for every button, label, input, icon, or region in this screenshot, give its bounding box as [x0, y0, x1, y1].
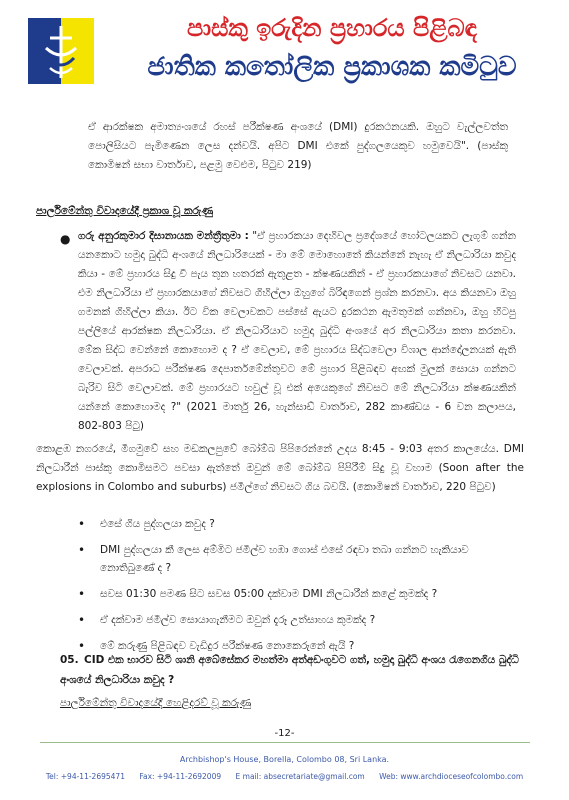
catholic-logo-icon [28, 18, 94, 84]
list-item: • DMI පුද්ගලයා කී ලෙස අම්මිට ජමීල්ව හඹා ගොස් එසේ රඳවා තබා ගන්නට හැකියාව නොතිබුණේ ද ? [78, 541, 518, 577]
page-number: -12- [274, 728, 295, 739]
footer-email: E mail: absecretariate@gmail.com [235, 772, 365, 781]
header-title-line1: පාස්කු ඉරුදින ප්‍රහාරය පිළිබඳ [187, 14, 477, 42]
question-05 [60, 650, 530, 690]
footer-tel: Tel: +94-11-2695471 [45, 772, 125, 781]
list-item: • එසේ ගිය පුද්ගලයා කවුද ? [78, 515, 518, 533]
colombo-bombing-paragraph: කොළඹ නගරයේ, මීගමුවේ සහ මඩකලපුවේ බෝම්බ පිපිරෙන්නේ උදය 8:45 - 9:03 අතර කාලයේය. DMI නිලධාරීන් පාස්කු කොමිසමට පවසා ඇත්තේ ඔවුන් මේ බෝම්බ පිපිරීම් සිදු වූ වහාම (Soon after the explosions in Colombo and suburbs) ජමීල්ගේ නිවසට ගිය බවයි. (කොමිෂන් වාර්තාව, 220 පිටුව) [36, 443, 524, 493]
section-heading-parliament-statements: පාර්ලිමේන්තු විවාදයේදී ප්‍රකාශ වූ කරුණු [36, 205, 214, 217]
list-item: • මේ කරුණු පිළිබඳව වැඩිදුර පරීක්ෂණ නොකෙරුනේ ඇයි ? [78, 637, 518, 655]
footer-address: Archbishop's House, Borella, Colombo 08, Sri Lanka. [179, 755, 390, 764]
question-list [78, 515, 518, 663]
question-text: CID එක භාරව සිටි ශානි අබේසේකර මහත්මා අත්අඩංගුවට ගත්, හමුදා බුද්ධි අංශය රැගෙනගිය බුද්ධි අංශයේ නිලධාරියා කවුද ? [60, 654, 519, 686]
footer-contact [0, 772, 569, 781]
list-item: • ඒ දක්වාම ජමීල්ව සොයාගැනීමට ඔවුන් දැරූ උත්සාහය කුමක්ද ? [78, 611, 518, 629]
dmi-quote-paragraph: ඒ ආරක්ෂක අමාත්‍යංශයේ රහස් පරීක්ෂණ අංශයේ (DMI) දුරකථනයකි. ඔහුට වැල්ලවත්ත පොලිසියට පැමිණෙන ලෙස දන්වයි. අපිට DMI එකේ පුද්ගලයෙකුව හමුවෙයි". (පාස්කු කොමිෂන් සභා වාර්තාව, පළමු වෙළුම, පිටුව 219) [88, 121, 508, 171]
footer-web: Web: www.archdioceseofcolombo.com [379, 772, 524, 781]
mp-quote: "ඒ ප්‍රහාරකයා දෙහිවල ප්‍රදේශයේ හෝටලයකට ලැගුම් ගන්න යනකොට හමුදා බුද්ධි අංශයේ නිලධාරියෙක් - මා මේ මොහොතේ කියන්නේ නැහැ ඒ නිලධාරියා කවුද කියා - මේ ප්‍රහාරය සිදු වී පැය තුන හතරක් ඇතුළත - ක්ෂණයකින් - ඒ ප්‍රහාරකයාගේ නිවසට යනවා. එම නිලධාරියා ඒ ප්‍රහාරකයාගේ නිවසට ගිහිල්ලා ඔහුගේ බිරිඳගෙන් ප්‍රශ්න කරනවා. අය කියනවා ඔහු ගමනක් ගිහිල්ලා කියා. ඊට වික වෙලාවකට පස්සේ ඇයට දුරකථන ඇමතුමක් ගන්නවා, ඔහු හිටපු පල්ලියේ ආරක්ෂක නිලධාරියා. ඒ නිලධාරියාට හමුදා බුද්ධි අංශයේ අර නිලධාරියා කතා කරනවා. මේක සිද්ධ වෙන්නේ කොහොම ද ? ඒ වෙලාව, මේ ප්‍රහාරය සිද්ධවෙලා විශාල ආන්දෝලනයක් ඇති වෙලාවක්. අපරාධ පරීක්ෂණ දෙපාර්තමේන්තුවට මේ ප්‍රහාර පිළිබඳව අඟක් මුලක් සොයා ගන්නට බැරිව සිටි වෙලාවක්. මේ ප්‍රහාරයට හවුල් වූ එක් අයෙකුගේ නිවසට මේ නිලධාරියා ක්ෂණයකින් යන්නේ කොහොමද ?" (2021 මාර්තු 26, හැන්සාඩ් වාර්තාව, 282 කාණ්ඩය - 6 වන කලාපය, 802-803 පිටු) [78, 230, 516, 432]
mp-name: ගරු අනුරකුමාර දිසානායක මන්ත්‍රීතුමා : [78, 230, 249, 242]
footer-divider [40, 742, 530, 743]
section-heading-parliament-revealed: පාර්ලිමේන්තු විවාදයේදී හෙළිදරව් වූ කරුණු [60, 697, 252, 709]
question-number: 05. [60, 654, 79, 666]
letterhead [0, 0, 569, 100]
footer-fax: Fax: +94-11-2692009 [139, 772, 222, 781]
bullet-icon: ● [60, 232, 71, 246]
list-item: • සවස 01:30 පමණ සිට සවස 05:00 දක්වාම DMI නිලධාරීන් කළේ කුමක්ද ? [78, 585, 518, 603]
mp-statement [78, 227, 516, 436]
header-title-line2: ජාතික කතෝලික ප්‍රකාශක කමිටුව [147, 52, 517, 82]
